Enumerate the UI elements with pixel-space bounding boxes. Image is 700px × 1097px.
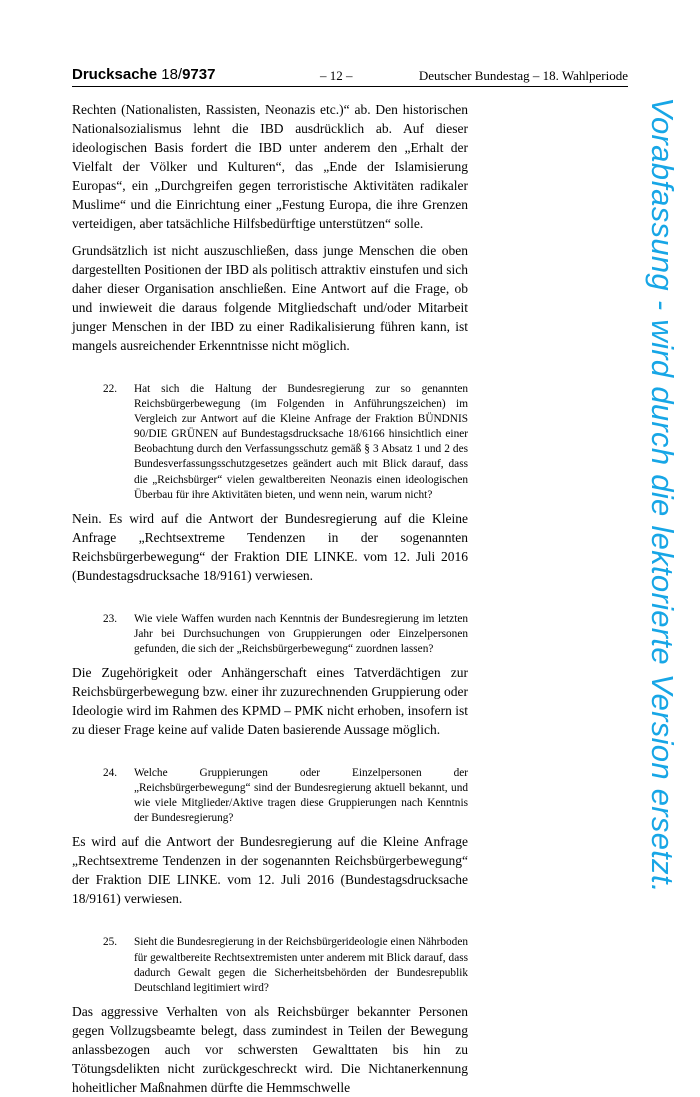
question-23 (103, 612, 468, 657)
page-number: – 12 – (320, 68, 353, 83)
document-number (72, 66, 215, 84)
paragraph-1: Rechten (Nationalisten, Rassisten, Neonazis etc.)“ ab. Den historischen Nationalsozialismus lehnt die IBD ausdrücklich ab. Auf dieser ideologischen Basis fordert die IBD unter anderem den „Erhalt der Vielfalt der Völker und Kulturen“, das „Ende der Islamisierung Europas“, ein „Durchgreifen gegen terroristische Aktivitäten radikaler Muslime“ und die Einrichtung einer „Festung Europa, die ihre Grenzen verteidigen, aber tatsächliche Hilfsbedürftige unterstützen“ solle. (72, 102, 468, 231)
question-text: Hat sich die Haltung der Bundesregierung zur so genannten Reichsbürgerbewegung (im Folgenden in Anführungszeichen) im Vergleich zur Antwort auf die Kleine Anfrage der Fraktion BÜNDNIS 90/DIE GRÜNEN auf Bundestagsdrucksache 18/6166 hinsichtlich einer Beobachtung durch den Verfassungsschutz gemäß § 3 Absatz 1 und 2 des Bundesverfassungsschutzgesetzes geändert auch mit Blick darauf, dass die „Reichsbürger“ vielen gewaltbereiten Neonazis einen ideologischen Überbau für ihre Aktivitäten bieten, und wenn nein, warum nicht? (134, 383, 468, 501)
answer-23: Die Zugehörigkeit oder Anhängerschaft eines Tatverdächtigen zur Reichsbürgerbewegung bzw. einer ihr zuzurechnenden Gruppierung oder Ideologie wird im Rahmen des KPMD – PMK nicht erhoben, insofern ist zu dieser Frage keine auf valide Daten basierende Aussage möglich. (72, 665, 468, 738)
question-25 (103, 935, 468, 995)
paragraph-2: Grundsätzlich ist nicht auszuschließen, dass junge Menschen die oben dargestellten Positionen der IBD als politisch attraktiv einstufen und sich daher dieser Organisation anschließen. Eine Antwort auf die Frage, ob und inwieweit die daraus folgende Mitgliedschaft und/oder Mitarbeit junger Menschen in der IBD zu einer Radikalisierung führen kann, ist mangels ausreichender Erkenntnisse nicht möglich. (72, 243, 468, 353)
question-number: 22. (103, 383, 118, 395)
answer-25: Das aggressive Verhalten von als Reichsbürger bekannter Personen gegen Vollzugsbeamte belegt, dass zumindest in Teilen der Bewegung anlassbezogen auch vor schwersten Gewalttaten bis hin zu Tötungsdelikten nicht zurückgeschreckt wird. Die Nichtanerkennung hoheitlicher Maßnahmen dürfte die Hemmschwelle (72, 1003, 468, 1095)
document-label: Drucksache (72, 66, 158, 83)
question-number: 24. (103, 767, 118, 780)
answer-22: Nein. Es wird auf die Antwort der Bundesregierung auf die Kleine Anfrage „Rechtsextreme Tendenzen in der sogenannten Reichsbürgerbewegung“ der Fraktion DIE LINKE. vom 12. Juli 2016 (Bundestagsdrucksache 18/9161) verwiesen. (72, 510, 468, 583)
question-number: 25. (103, 936, 118, 949)
document-id-prefix: 18/ (161, 66, 183, 83)
question-text: Sieht die Bundesregierung in der Reichsbürgerideologie einen Nährboden für gewaltbereite Rechtsextremisten unter anderem mit Blick darauf, dass dadurch Gewalt gegen die Sicherheitsbehörden der Bundesrepublik Deutschland legitimiert wird? (134, 936, 468, 994)
question-24 (103, 766, 468, 826)
page-header (72, 66, 628, 87)
document-id-number: 9737 (182, 66, 216, 83)
institution-period: Deutscher Bundestag – 18. Wahlperiode (418, 68, 628, 83)
question-text: Welche Gruppierungen oder Einzelpersonen der „Reichsbürgerbewegung“ sind der Bundesregierung aktuell bekannt, und wie viele Mitglieder/Aktive tragen diese Gruppierungen nach Kenntnis der Bundesregierung? (134, 767, 468, 825)
draft-watermark: Vorabfassung - wird durch die lektorierte Version ersetzt. (645, 97, 680, 893)
page-body (72, 100, 468, 1097)
answer-24: Es wird auf die Antwort der Bundesregierung auf die Kleine Anfrage „Rechtsextreme Tendenzen in der sogenannten Reichsbürgerbewegung“ der Fraktion DIE LINKE. vom 12. Juli 2016 (Bundestagsdrucksache 18/9161) verwiesen. (72, 834, 468, 907)
question-text: Wie viele Waffen wurden nach Kenntnis der Bundesregierung im letzten Jahr bei Durchsuchungen von Gruppierungen oder Einzelpersonen gefunden, die sich der „Reichsbürgerbewegung“ zuordnen lassen? (134, 612, 468, 655)
question-22 (103, 382, 468, 503)
question-number: 23. (103, 612, 118, 625)
document-id (161, 66, 215, 83)
